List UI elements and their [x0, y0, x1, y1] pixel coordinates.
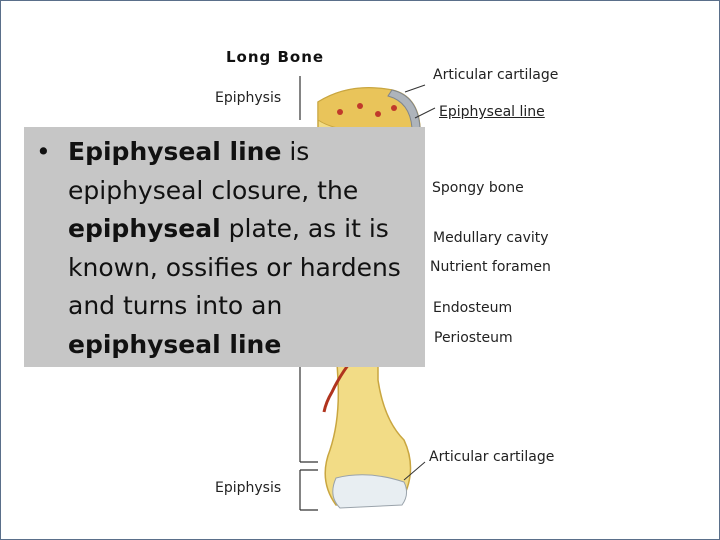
callout-bullet-item	[32, 133, 417, 364]
label-articular-cartilage-bottom: Articular cartilage	[429, 449, 555, 465]
articular-cartilage-bottom	[333, 475, 407, 508]
callout-text-2: is epiphyseal closure, the	[68, 137, 359, 205]
callout-text-bold-5: epiphyseal line	[68, 329, 282, 359]
label-spongy-bone: Spongy bone	[432, 180, 524, 196]
label-epiphysis-top: Epiphysis	[215, 90, 282, 106]
label-periosteum: Periosteum	[434, 330, 513, 346]
callout-text-4: plate, as it is known, ossifies or hardens and turns into an	[68, 214, 401, 320]
bullet-marker: •	[36, 137, 51, 166]
label-articular-cartilage-top: Articular cartilage	[433, 67, 559, 83]
label-epiphysis-bottom: Epiphysis	[215, 480, 282, 496]
diagram-title: Long Bone	[226, 48, 325, 66]
label-epiphyseal-line: Epiphyseal line	[439, 104, 545, 120]
label-medullary-cavity: Medullary cavity	[433, 230, 549, 246]
callout-text-bold-1: Epiphyseal line	[68, 137, 282, 166]
callout-text-bold-3: epiphyseal	[68, 214, 221, 243]
label-nutrient-foramen: Nutrient foramen	[430, 259, 551, 275]
label-endosteum: Endosteum	[433, 300, 513, 316]
leader-articular-top	[405, 85, 425, 92]
callout-box	[24, 127, 425, 367]
callout-list	[32, 133, 417, 364]
